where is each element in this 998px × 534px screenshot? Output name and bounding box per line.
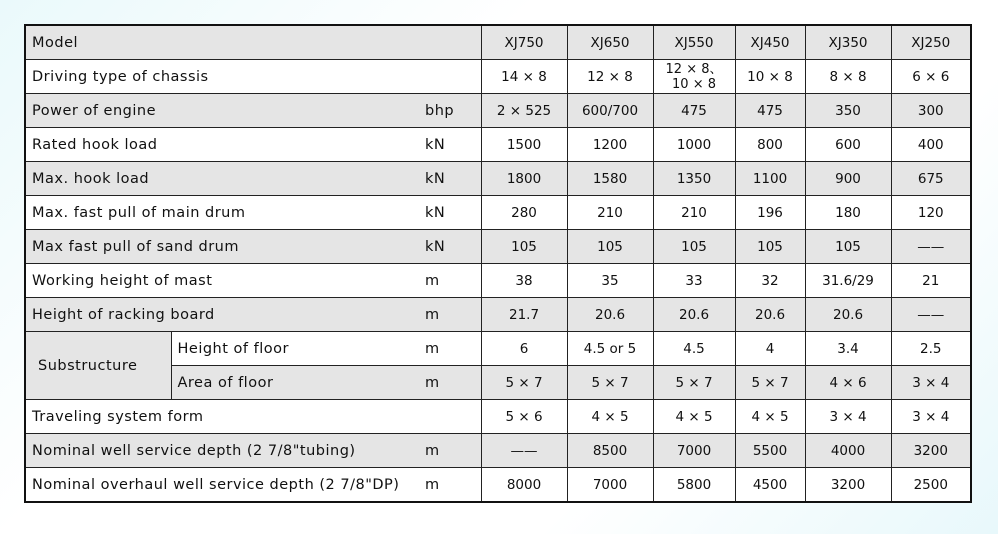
cell-value: 14 × 8 <box>481 60 567 94</box>
cell-value: 2 × 525 <box>481 94 567 128</box>
row-unit: kN <box>419 230 481 264</box>
table-row <box>25 230 971 264</box>
cell-value: 120 <box>891 196 971 230</box>
cell-value: 1100 <box>735 162 805 196</box>
row-unit: kN <box>419 128 481 162</box>
cell-value: 7000 <box>567 468 653 503</box>
table-row <box>25 434 971 468</box>
cell-value: 1350 <box>653 162 735 196</box>
cell-value: 3 × 4 <box>805 400 891 434</box>
cell-value: 5800 <box>653 468 735 503</box>
cell-value: —— <box>891 230 971 264</box>
table-row <box>25 400 971 434</box>
cell-value: 8 × 8 <box>805 60 891 94</box>
cell-value: 3 × 4 <box>891 366 971 400</box>
cell-value: 31.6/29 <box>805 264 891 298</box>
cell-value: 5500 <box>735 434 805 468</box>
model-header: XJ550 <box>653 25 735 60</box>
model-header: XJ350 <box>805 25 891 60</box>
cell-value: 600 <box>805 128 891 162</box>
cell-value: 4.5 or 5 <box>567 332 653 366</box>
table-row <box>25 298 971 332</box>
cell-value: 21 <box>891 264 971 298</box>
row-label: Rated hook load <box>25 128 419 162</box>
cell-value: 33 <box>653 264 735 298</box>
cell-value: 180 <box>805 196 891 230</box>
cell-value: 4 × 5 <box>653 400 735 434</box>
cell-value: 4000 <box>805 434 891 468</box>
cell-value: 6 × 6 <box>891 60 971 94</box>
row-label: Power of engine <box>25 94 419 128</box>
cell-value: 12 × 8 <box>567 60 653 94</box>
cell-value: 5 × 7 <box>653 366 735 400</box>
cell-value: 280 <box>481 196 567 230</box>
row-unit: m <box>419 434 481 468</box>
cell-value-line: 10 × 8 <box>672 76 716 92</box>
row-label: Nominal well service depth (2 7/8"tubing) <box>25 434 419 468</box>
model-header: XJ450 <box>735 25 805 60</box>
cell-value: 20.6 <box>735 298 805 332</box>
cell-value: 20.6 <box>567 298 653 332</box>
row-label: Driving type of chassis <box>25 60 481 94</box>
cell-value: 5 × 7 <box>481 366 567 400</box>
cell-value: 3200 <box>891 434 971 468</box>
cell-value: 105 <box>805 230 891 264</box>
model-header: XJ650 <box>567 25 653 60</box>
row-label: Traveling system form <box>25 400 481 434</box>
substructure-label: Substructure <box>25 332 171 400</box>
cell-value: 8500 <box>567 434 653 468</box>
row-label: Max fast pull of sand drum <box>25 230 419 264</box>
row-label: Max. fast pull of main drum <box>25 196 419 230</box>
cell-value: 105 <box>567 230 653 264</box>
cell-value: —— <box>481 434 567 468</box>
cell-value: 5 × 6 <box>481 400 567 434</box>
row-label: Height of racking board <box>25 298 419 332</box>
cell-value: 1800 <box>481 162 567 196</box>
cell-value: 475 <box>653 94 735 128</box>
table-row <box>25 60 971 94</box>
cell-value: 210 <box>653 196 735 230</box>
table-row <box>25 332 971 366</box>
cell-value: 400 <box>891 128 971 162</box>
cell-value-multiline <box>653 60 735 94</box>
cell-value: 35 <box>567 264 653 298</box>
cell-value: 4500 <box>735 468 805 503</box>
cell-value: 10 × 8 <box>735 60 805 94</box>
cell-value: 196 <box>735 196 805 230</box>
cell-value: 5 × 7 <box>567 366 653 400</box>
table-row <box>25 196 971 230</box>
cell-value: 5 × 7 <box>735 366 805 400</box>
cell-value: 1000 <box>653 128 735 162</box>
cell-value: 475 <box>735 94 805 128</box>
cell-value: 4 × 5 <box>735 400 805 434</box>
row-unit: kN <box>419 196 481 230</box>
row-label: Height of floor <box>171 332 419 366</box>
cell-value: 105 <box>735 230 805 264</box>
cell-value: 350 <box>805 94 891 128</box>
header-label: Model <box>25 25 481 60</box>
cell-value: 38 <box>481 264 567 298</box>
cell-value: 6 <box>481 332 567 366</box>
cell-value: 2.5 <box>891 332 971 366</box>
cell-value: 900 <box>805 162 891 196</box>
cell-value: 3200 <box>805 468 891 503</box>
cell-value: 105 <box>481 230 567 264</box>
model-header: XJ750 <box>481 25 567 60</box>
cell-value: 1580 <box>567 162 653 196</box>
cell-value: 210 <box>567 196 653 230</box>
table-row <box>25 468 971 503</box>
row-unit: kN <box>419 162 481 196</box>
table-row <box>25 128 971 162</box>
cell-value: 4.5 <box>653 332 735 366</box>
cell-value: 3.4 <box>805 332 891 366</box>
table-row <box>25 264 971 298</box>
cell-value: 800 <box>735 128 805 162</box>
row-unit: m <box>419 468 481 503</box>
model-header: XJ250 <box>891 25 971 60</box>
cell-value: 8000 <box>481 468 567 503</box>
cell-value: 32 <box>735 264 805 298</box>
cell-value: —— <box>891 298 971 332</box>
row-label: Working height of mast <box>25 264 419 298</box>
row-unit: bhp <box>419 94 481 128</box>
spec-table-container <box>24 24 972 503</box>
cell-value-line: 12 × 8、 <box>665 61 723 77</box>
cell-value: 7000 <box>653 434 735 468</box>
table-row <box>25 162 971 196</box>
cell-value: 675 <box>891 162 971 196</box>
cell-value: 4 <box>735 332 805 366</box>
cell-value: 4 × 6 <box>805 366 891 400</box>
cell-value: 20.6 <box>805 298 891 332</box>
row-unit: m <box>419 332 481 366</box>
row-label: Max. hook load <box>25 162 419 196</box>
cell-value: 2500 <box>891 468 971 503</box>
cell-value: 3 × 4 <box>891 400 971 434</box>
cell-value: 600/700 <box>567 94 653 128</box>
spec-table <box>24 24 972 503</box>
table-row <box>25 94 971 128</box>
row-label: Nominal overhaul well service depth (2 7/8"DP) <box>25 468 419 503</box>
cell-value: 105 <box>653 230 735 264</box>
cell-value: 300 <box>891 94 971 128</box>
row-label: Area of floor <box>171 366 419 400</box>
row-unit: m <box>419 366 481 400</box>
row-unit: m <box>419 298 481 332</box>
cell-value: 4 × 5 <box>567 400 653 434</box>
cell-value: 21.7 <box>481 298 567 332</box>
cell-value: 1500 <box>481 128 567 162</box>
cell-value: 1200 <box>567 128 653 162</box>
cell-value: 20.6 <box>653 298 735 332</box>
header-row <box>25 25 971 60</box>
row-unit: m <box>419 264 481 298</box>
